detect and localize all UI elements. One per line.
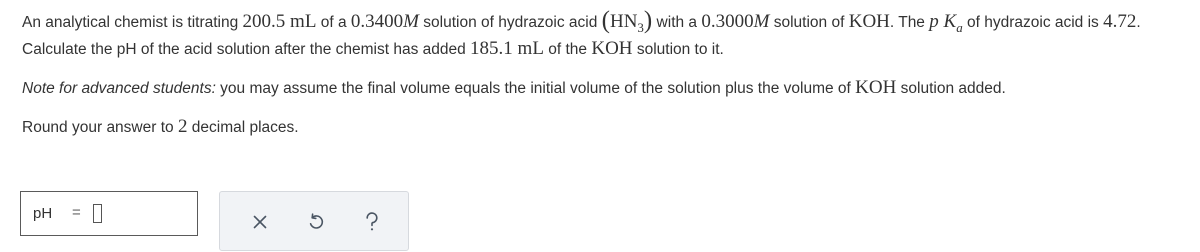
pka-p: p [929, 11, 939, 32]
equals-sign: = [72, 204, 81, 221]
close-x-icon [253, 215, 267, 229]
ph-answer-input[interactable] [93, 204, 102, 223]
advanced-note [22, 77, 1006, 100]
question-text: of hydrazoic acid is [962, 14, 1104, 31]
undo-icon [307, 213, 325, 231]
base-volume-value: 185.1 [470, 38, 513, 59]
question-line-1 [22, 9, 1141, 34]
undo-button[interactable] [304, 210, 328, 234]
formula-subscript: 3 [637, 20, 644, 35]
acid-volume-value: 200.5 [242, 11, 286, 32]
help-question-icon [364, 212, 380, 232]
answer-tools-panel [219, 191, 409, 251]
molarity-unit: M [403, 11, 419, 32]
note-text: you may assume the final volume equals the initial volume of the solution plus the volume of [215, 80, 856, 97]
pka-subscript: a [956, 20, 963, 35]
formula-open-paren: ( [601, 7, 610, 34]
question-text: solution of [769, 14, 849, 31]
question-line-2 [22, 38, 724, 61]
formula-close-paren: ) [643, 7, 653, 34]
question-text: solution of hydrazoic acid [418, 14, 602, 31]
question-text: solution to it. [632, 41, 724, 58]
note-text: solution added. [896, 80, 1006, 97]
molarity-unit: M [753, 11, 770, 32]
help-button[interactable] [360, 210, 384, 234]
question-text: of the [543, 41, 592, 58]
pka-k: K [943, 11, 957, 32]
base-formula: KOH [848, 11, 890, 32]
question-text: . [1136, 14, 1141, 31]
rounding-text: decimal places. [187, 119, 299, 136]
question-text: Calculate the pH of the acid solution after the chemist has added [22, 41, 471, 58]
volume-unit: mL [517, 38, 544, 59]
clear-button[interactable] [248, 210, 272, 234]
question-text: of a [316, 14, 351, 31]
base-formula: KOH [855, 77, 897, 98]
base-concentration-value: 0.3000 [701, 11, 754, 32]
base-formula: KOH [591, 38, 633, 59]
question-text: An analytical chemist is titrating [22, 14, 243, 31]
pka-value: 4.72 [1103, 11, 1137, 32]
answer-box[interactable] [20, 191, 198, 236]
decimal-places-value: 2 [177, 116, 188, 137]
rounding-text: Round your answer to [22, 119, 178, 136]
ph-label: pH [33, 205, 53, 222]
question-text: . The [889, 14, 930, 31]
volume-unit: mL [290, 11, 317, 32]
note-label: Note for advanced students: [22, 80, 216, 97]
rounding-instruction [22, 116, 299, 139]
formula-main: HN [609, 11, 638, 32]
acid-concentration-value: 0.3400 [350, 11, 404, 32]
question-text: with a [652, 14, 702, 31]
